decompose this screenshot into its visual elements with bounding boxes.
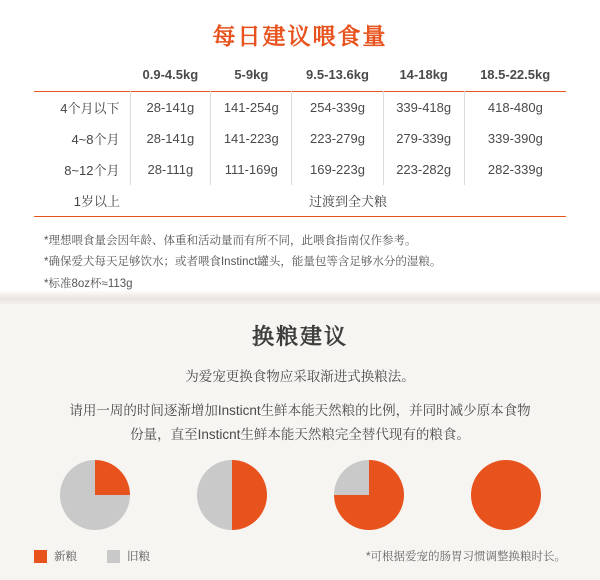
legend-swatch-new-icon: [34, 550, 47, 563]
section-divider: [0, 290, 600, 304]
table-row-adult: [34, 185, 566, 217]
column-header-0: [34, 65, 130, 92]
cell-r1c5: 339-390g: [464, 123, 566, 154]
cell-r1c3: 223-279g: [292, 123, 383, 154]
column-header-5: 18.5-22.5kg: [480, 67, 551, 82]
pie-chart-week4: [471, 460, 541, 530]
cell-r0c4: 339-418g: [383, 92, 464, 124]
feeding-table-wrap: [34, 65, 566, 217]
column-header-3: 9.5-13.6kg: [306, 67, 369, 82]
feeding-note-1: *理想喂食量会因年龄、体重和活动量而有所不同，此喂食指南仅作参考。: [44, 235, 417, 247]
cell-r0c3: 254-339g: [292, 92, 383, 124]
switch-title: 换粮建议: [251, 324, 348, 349]
switch-body: [30, 399, 570, 446]
table-row: [34, 154, 566, 185]
feeding-table-body: [34, 92, 566, 217]
table-row: [34, 92, 566, 124]
feeding-title: 每日建议喂食量: [212, 23, 388, 49]
pie-chart-week1: [60, 460, 130, 530]
switch-footnote: *可根据爱宠的肠胃习惯调整换粮时长。: [366, 551, 566, 564]
legend-label-old: 旧粮: [127, 551, 150, 564]
switch-body-line-1: 请用一周的时间逐渐增加Insticnt生鲜本能天然粮的比例，并同时减少原本食物: [69, 403, 531, 418]
legend-row: [0, 548, 600, 564]
pie-chart-row: [0, 460, 600, 530]
switch-body-line-2: 份量，直至Insticnt生鲜本能天然粮完全替代现有的粮食。: [130, 426, 470, 442]
row-age-label-adult: 1岁以上: [34, 185, 130, 217]
adult-transition-note: 过渡到全犬粮: [130, 185, 566, 217]
cell-r2c1: 28-111g: [130, 154, 211, 185]
cell-r0c2: 141-254g: [211, 92, 292, 124]
legend-item-old: [107, 548, 150, 564]
cell-r2c2: 111-169g: [211, 154, 292, 185]
cell-r2c3: 169-223g: [292, 154, 383, 185]
feeding-note-3: *标准8oz杯≈113g: [44, 277, 133, 290]
cell-r1c1: 28-141g: [130, 123, 211, 154]
cell-r1c4: 279-339g: [383, 123, 464, 154]
switch-guide-section: [0, 304, 600, 580]
row-age-label: 4~8个月: [71, 132, 120, 147]
cell-r1c2: 141-223g: [211, 123, 292, 154]
column-header-2: 5-9kg: [234, 67, 269, 82]
feeding-table: [34, 65, 566, 217]
cell-r0c5: 418-480g: [464, 92, 566, 124]
feeding-table-head: [34, 65, 566, 92]
cell-r2c4: 223-282g: [383, 154, 464, 185]
row-age-label: 8~12个月: [64, 163, 120, 178]
column-header-1: 0.9-4.5kg: [142, 67, 199, 82]
feeding-notes: [44, 231, 556, 295]
pie-chart-week2: [197, 460, 267, 530]
table-header-row: [34, 65, 566, 92]
row-age-label: 4个月以下: [60, 101, 120, 116]
cell-r0c1: 28-141g: [130, 92, 211, 124]
table-row: [34, 123, 566, 154]
pie-chart-week3: [334, 460, 404, 530]
legend-label-new: 新粮: [54, 551, 77, 564]
column-header-4: 14-18kg: [399, 67, 448, 82]
cell-r2c5: 282-339g: [464, 154, 566, 185]
feeding-note-2: *确保爱犬每天足够饮水；或者喂食Instinct罐头，能量包等含足够水分的湿粮。: [44, 256, 442, 269]
switch-subtitle: 为爱宠更换食物应采取渐进式换粮法。: [185, 369, 415, 384]
legend-item-new: [34, 548, 77, 564]
legend-swatch-old-icon: [107, 550, 120, 563]
